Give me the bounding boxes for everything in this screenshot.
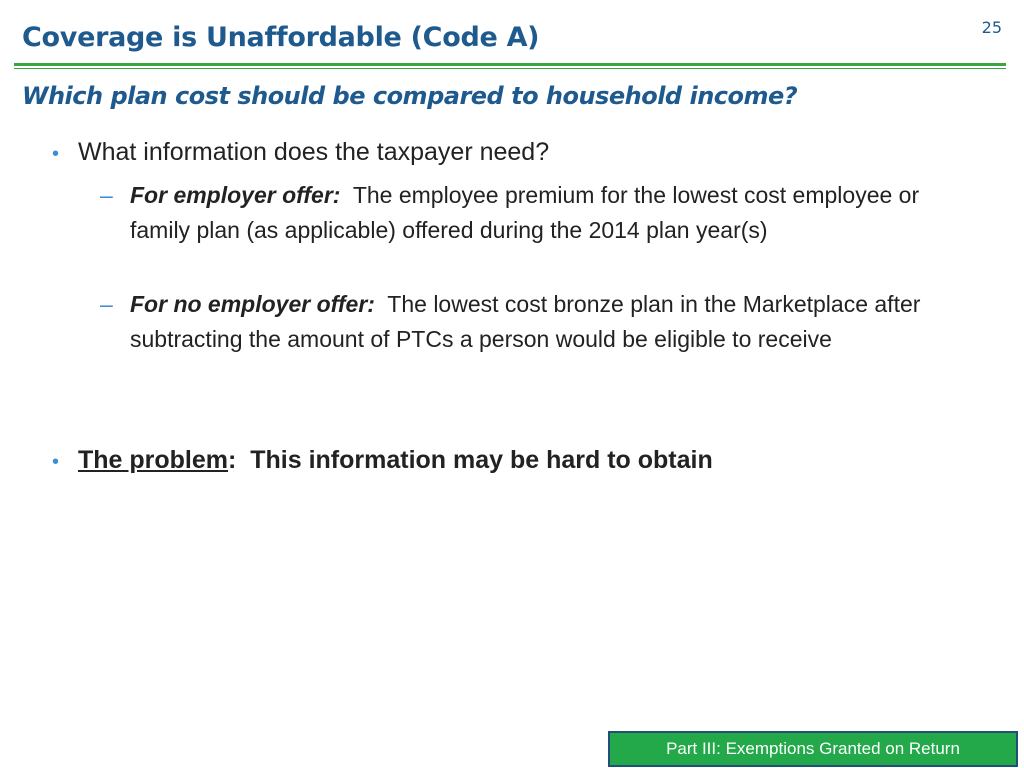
slide-number: 25 bbox=[981, 18, 1002, 37]
dash-icon: – bbox=[100, 182, 113, 208]
dash-icon: – bbox=[100, 291, 113, 317]
bullet-item bbox=[52, 138, 549, 167]
bullet-text: What information does the taxpayer need? bbox=[78, 138, 550, 166]
sub-bullet-no-employer-offer bbox=[100, 287, 960, 357]
bullet-rest-text: : This information may be hard to obtain bbox=[228, 446, 713, 474]
sub-bullet-text bbox=[130, 287, 960, 357]
sub-bullet-body: The lowest cost bronze plan in the Marketplace after subtracting the amount of PTCs a person would be eligible to receive bbox=[130, 291, 927, 352]
footer-section-label: Part III: Exemptions Granted on Return bbox=[608, 731, 1018, 767]
sub-bullet-lead: For no employer offer: bbox=[130, 291, 375, 317]
sub-bullet-employer-offer bbox=[100, 178, 960, 248]
title-divider bbox=[14, 63, 1006, 66]
sub-bullet-text bbox=[130, 178, 960, 248]
title-divider-thin bbox=[14, 68, 1006, 69]
bullet-underlined-text: The problem bbox=[78, 446, 229, 474]
sub-bullet-lead: For employer offer: bbox=[130, 182, 341, 208]
slide-subtitle: Which plan cost should be compared to household income? bbox=[22, 82, 798, 110]
bullet-icon: • bbox=[52, 451, 60, 473]
bullet-text bbox=[78, 446, 713, 475]
bullet-item-problem bbox=[52, 446, 713, 475]
bullet-icon: • bbox=[52, 143, 60, 165]
sub-bullet-body: The employee premium for the lowest cost employee or family plan (as applicable) offered during the 2014 plan year(s) bbox=[130, 182, 926, 243]
slide-title: Coverage is Unaffordable (Code A) bbox=[22, 22, 540, 53]
